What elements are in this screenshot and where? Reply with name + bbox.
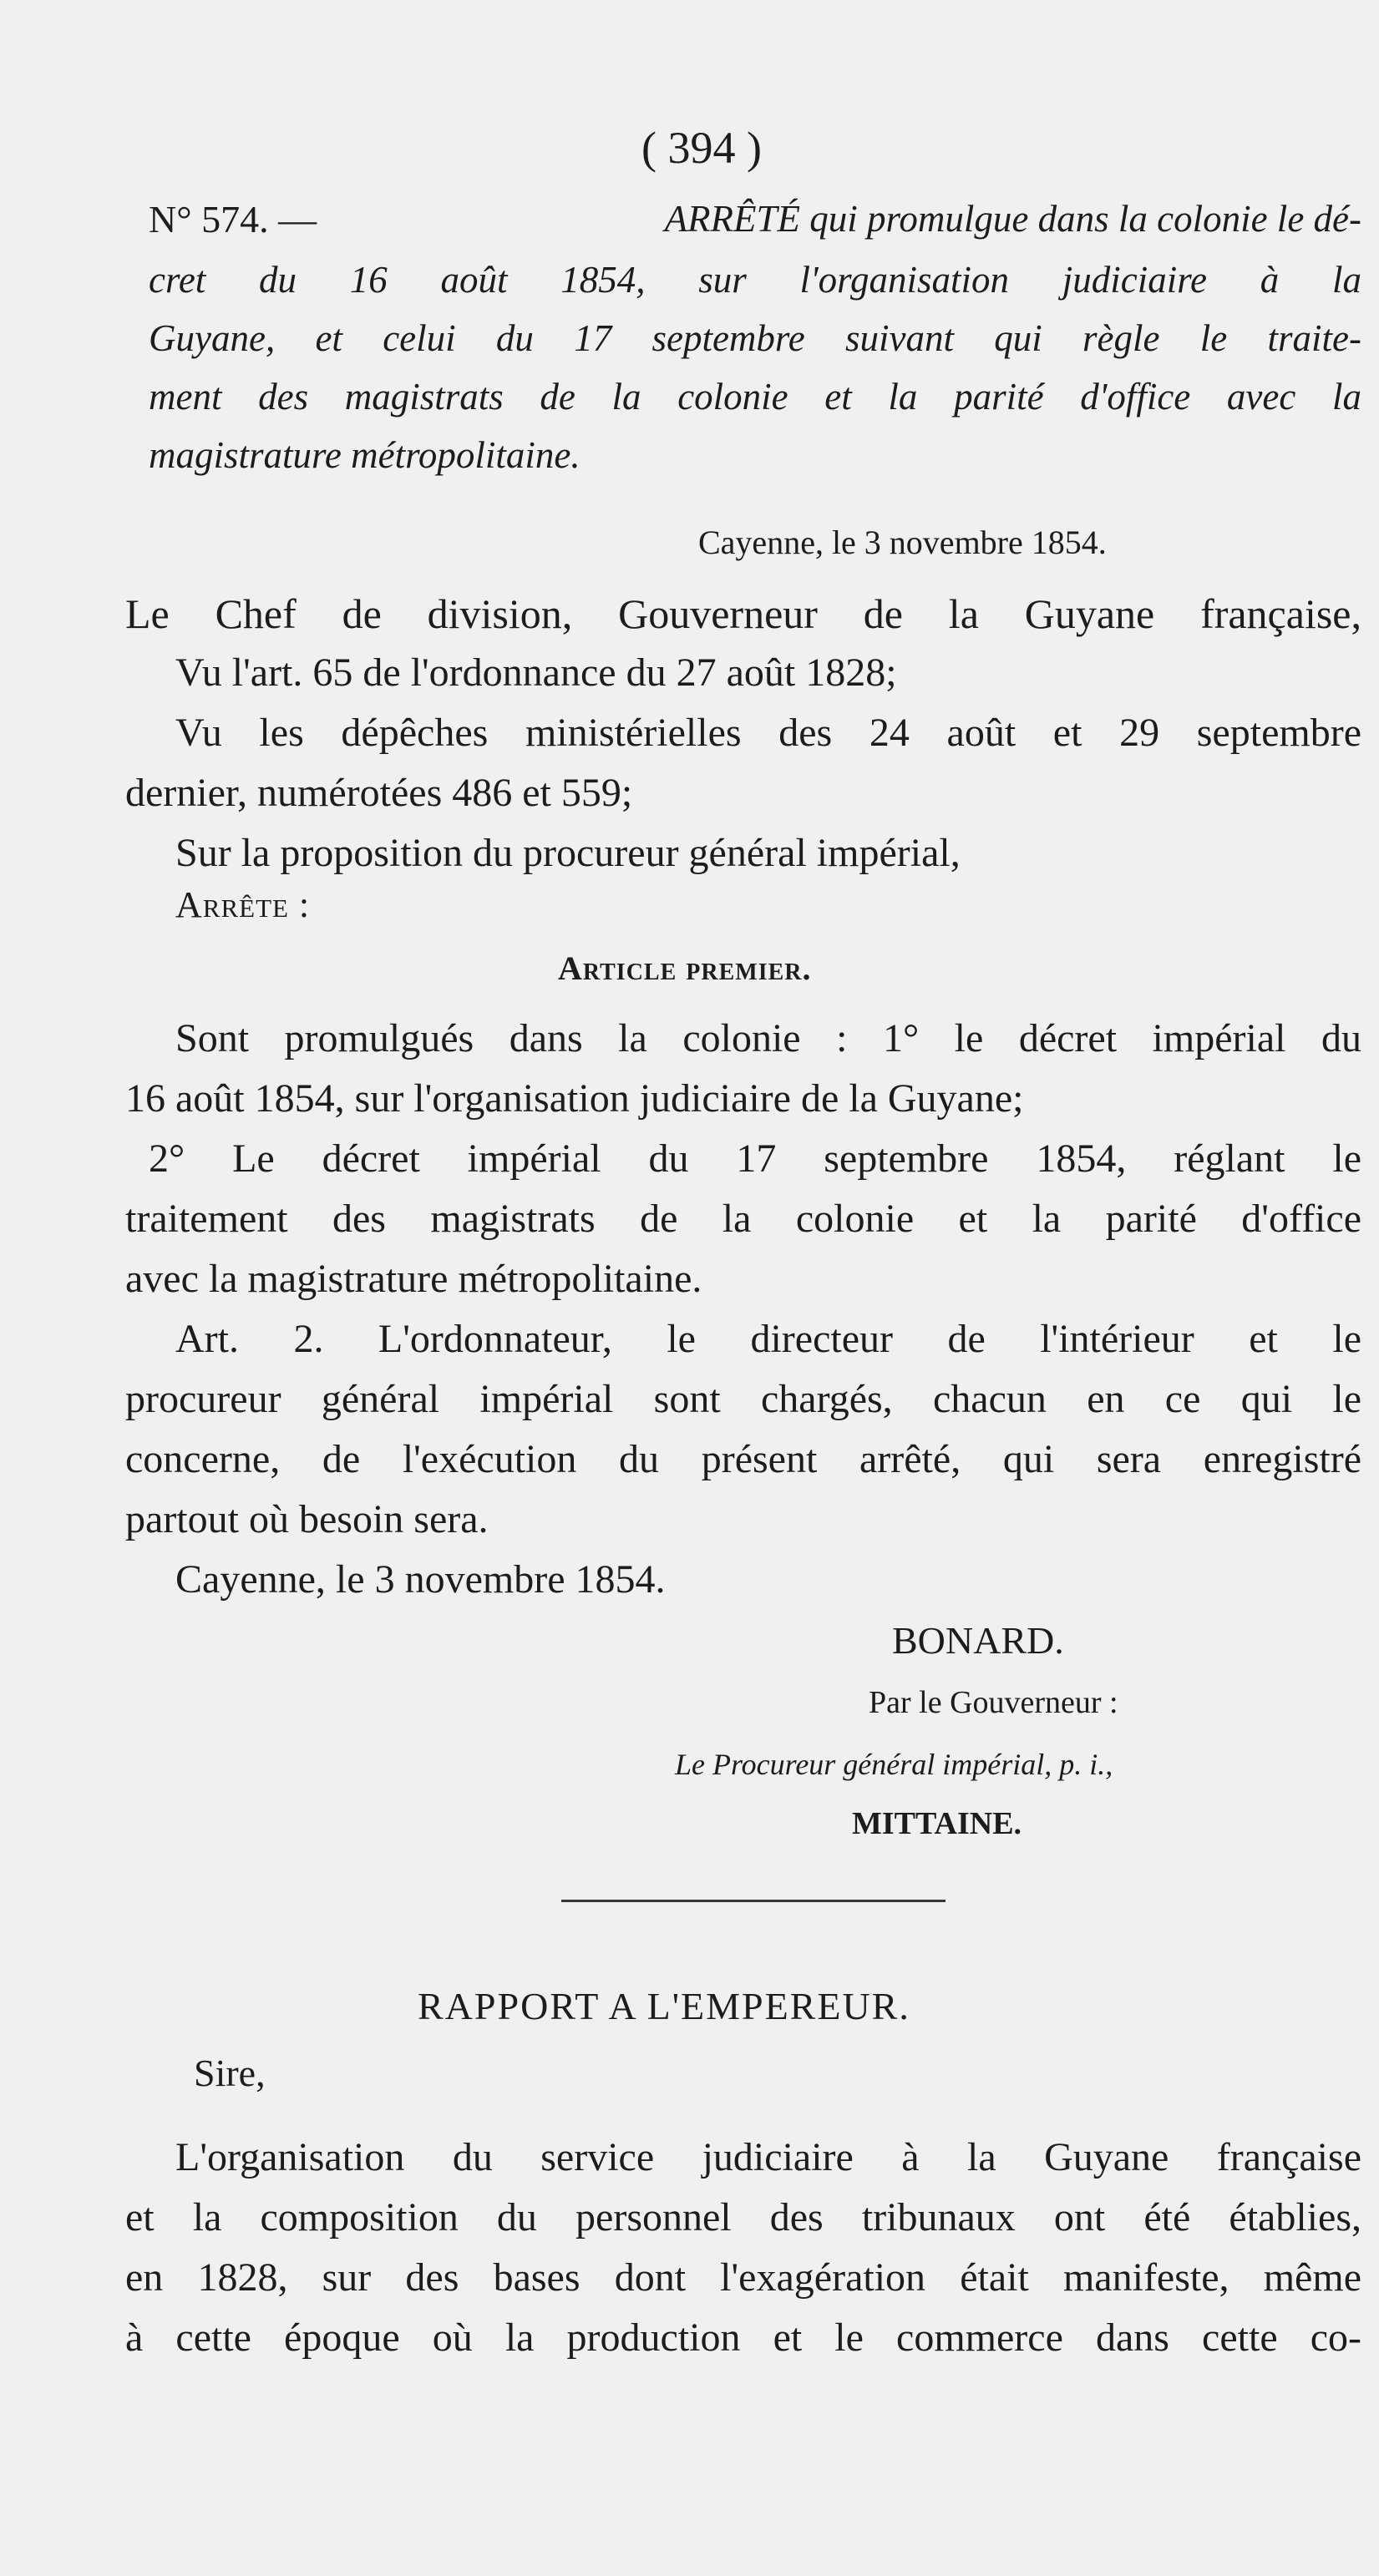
body-line-2: 16 août 1854, sur l'organisation judiciaire de la Guyane; xyxy=(125,1076,1024,1121)
body-line-1: Sont promulgués dans la colonie : 1° le décret impérial du xyxy=(175,1016,1361,1060)
report-line-2: et la composition du personnel des tribunaux ont été établies, xyxy=(125,2195,1361,2239)
preamble-line-4: dernier, numérotées 486 et 559; xyxy=(125,771,633,815)
report-heading: RAPPORT A L'EMPEREUR. xyxy=(418,1985,910,2027)
preamble-line-5: Sur la proposition du procureur général impérial, xyxy=(175,831,961,875)
body-line-5: avec la magistrature métropolitaine. xyxy=(125,1257,702,1301)
preamble-line-6: Arrête : xyxy=(175,884,311,925)
preamble-line-2: Vu l'art. 65 de l'ordonnance du 27 août 1828; xyxy=(175,650,897,695)
body-line-4: traitement des magistrats de la colonie et la parité d'office xyxy=(125,1197,1361,1241)
report-line-4: à cette époque où la production et le commerce dans cette co- xyxy=(125,2315,1361,2360)
body-line-9: partout où besoin sera. xyxy=(125,1497,489,1541)
section-divider xyxy=(561,1900,946,1902)
body-line-7: procureur général impérial sont chargés, chacun en ce qui le xyxy=(125,1377,1361,1421)
body-line-10: Cayenne, le 3 novembre 1854. xyxy=(175,1557,666,1602)
dateline: Cayenne, le 3 novembre 1854. xyxy=(698,524,1107,561)
body-line-6: Art. 2. L'ordonnateur, le directeur de l'intérieur et le xyxy=(175,1317,1361,1361)
title-line-5: magistrature métropolitaine. xyxy=(149,434,580,476)
report-line-3: en 1828, sur des bases dont l'exagération était manifeste, même xyxy=(125,2255,1361,2300)
page-number: ( 394 ) xyxy=(641,123,762,173)
title-line-2: cret du 16 août 1854, sur l'organisation judiciaire à la xyxy=(149,259,1361,301)
body-line-8: concerne, de l'exécution du présent arrêté, qui sera enregistré xyxy=(125,1437,1361,1481)
title-line-4: ment des magistrats de la colonie et la parité d'office avec la xyxy=(149,376,1361,418)
report-salutation: Sire, xyxy=(194,2052,266,2094)
signature-role: Le Procureur général impérial, p. i., xyxy=(675,1748,1113,1781)
report-line-1: L'organisation du service judiciaire à la Guyane française xyxy=(175,2135,1361,2179)
preamble-line-1: Le Chef de division, Gouverneur de la Guyane française, xyxy=(125,590,1361,637)
title-line-1 xyxy=(149,200,1361,239)
title-line-3: Guyane, et celui du 17 septembre suivant qui règle le traite- xyxy=(149,317,1361,359)
signature-by: Par le Gouverneur : xyxy=(869,1685,1118,1720)
signature-countersign: MITTAINE. xyxy=(852,1806,1022,1841)
title-text-1: ARRÊTÉ qui promulgue dans la colonie le dé- xyxy=(664,198,1361,240)
article-heading: Article premier. xyxy=(558,949,812,987)
preamble-line-3: Vu les dépêches ministérielles des 24 août et 29 septembre xyxy=(175,711,1361,755)
body-line-3: 2° Le décret impérial du 17 septembre 1854, réglant le xyxy=(149,1136,1361,1181)
signature-name: BONARD. xyxy=(892,1619,1064,1662)
title-number: N° 574. — xyxy=(149,198,317,240)
